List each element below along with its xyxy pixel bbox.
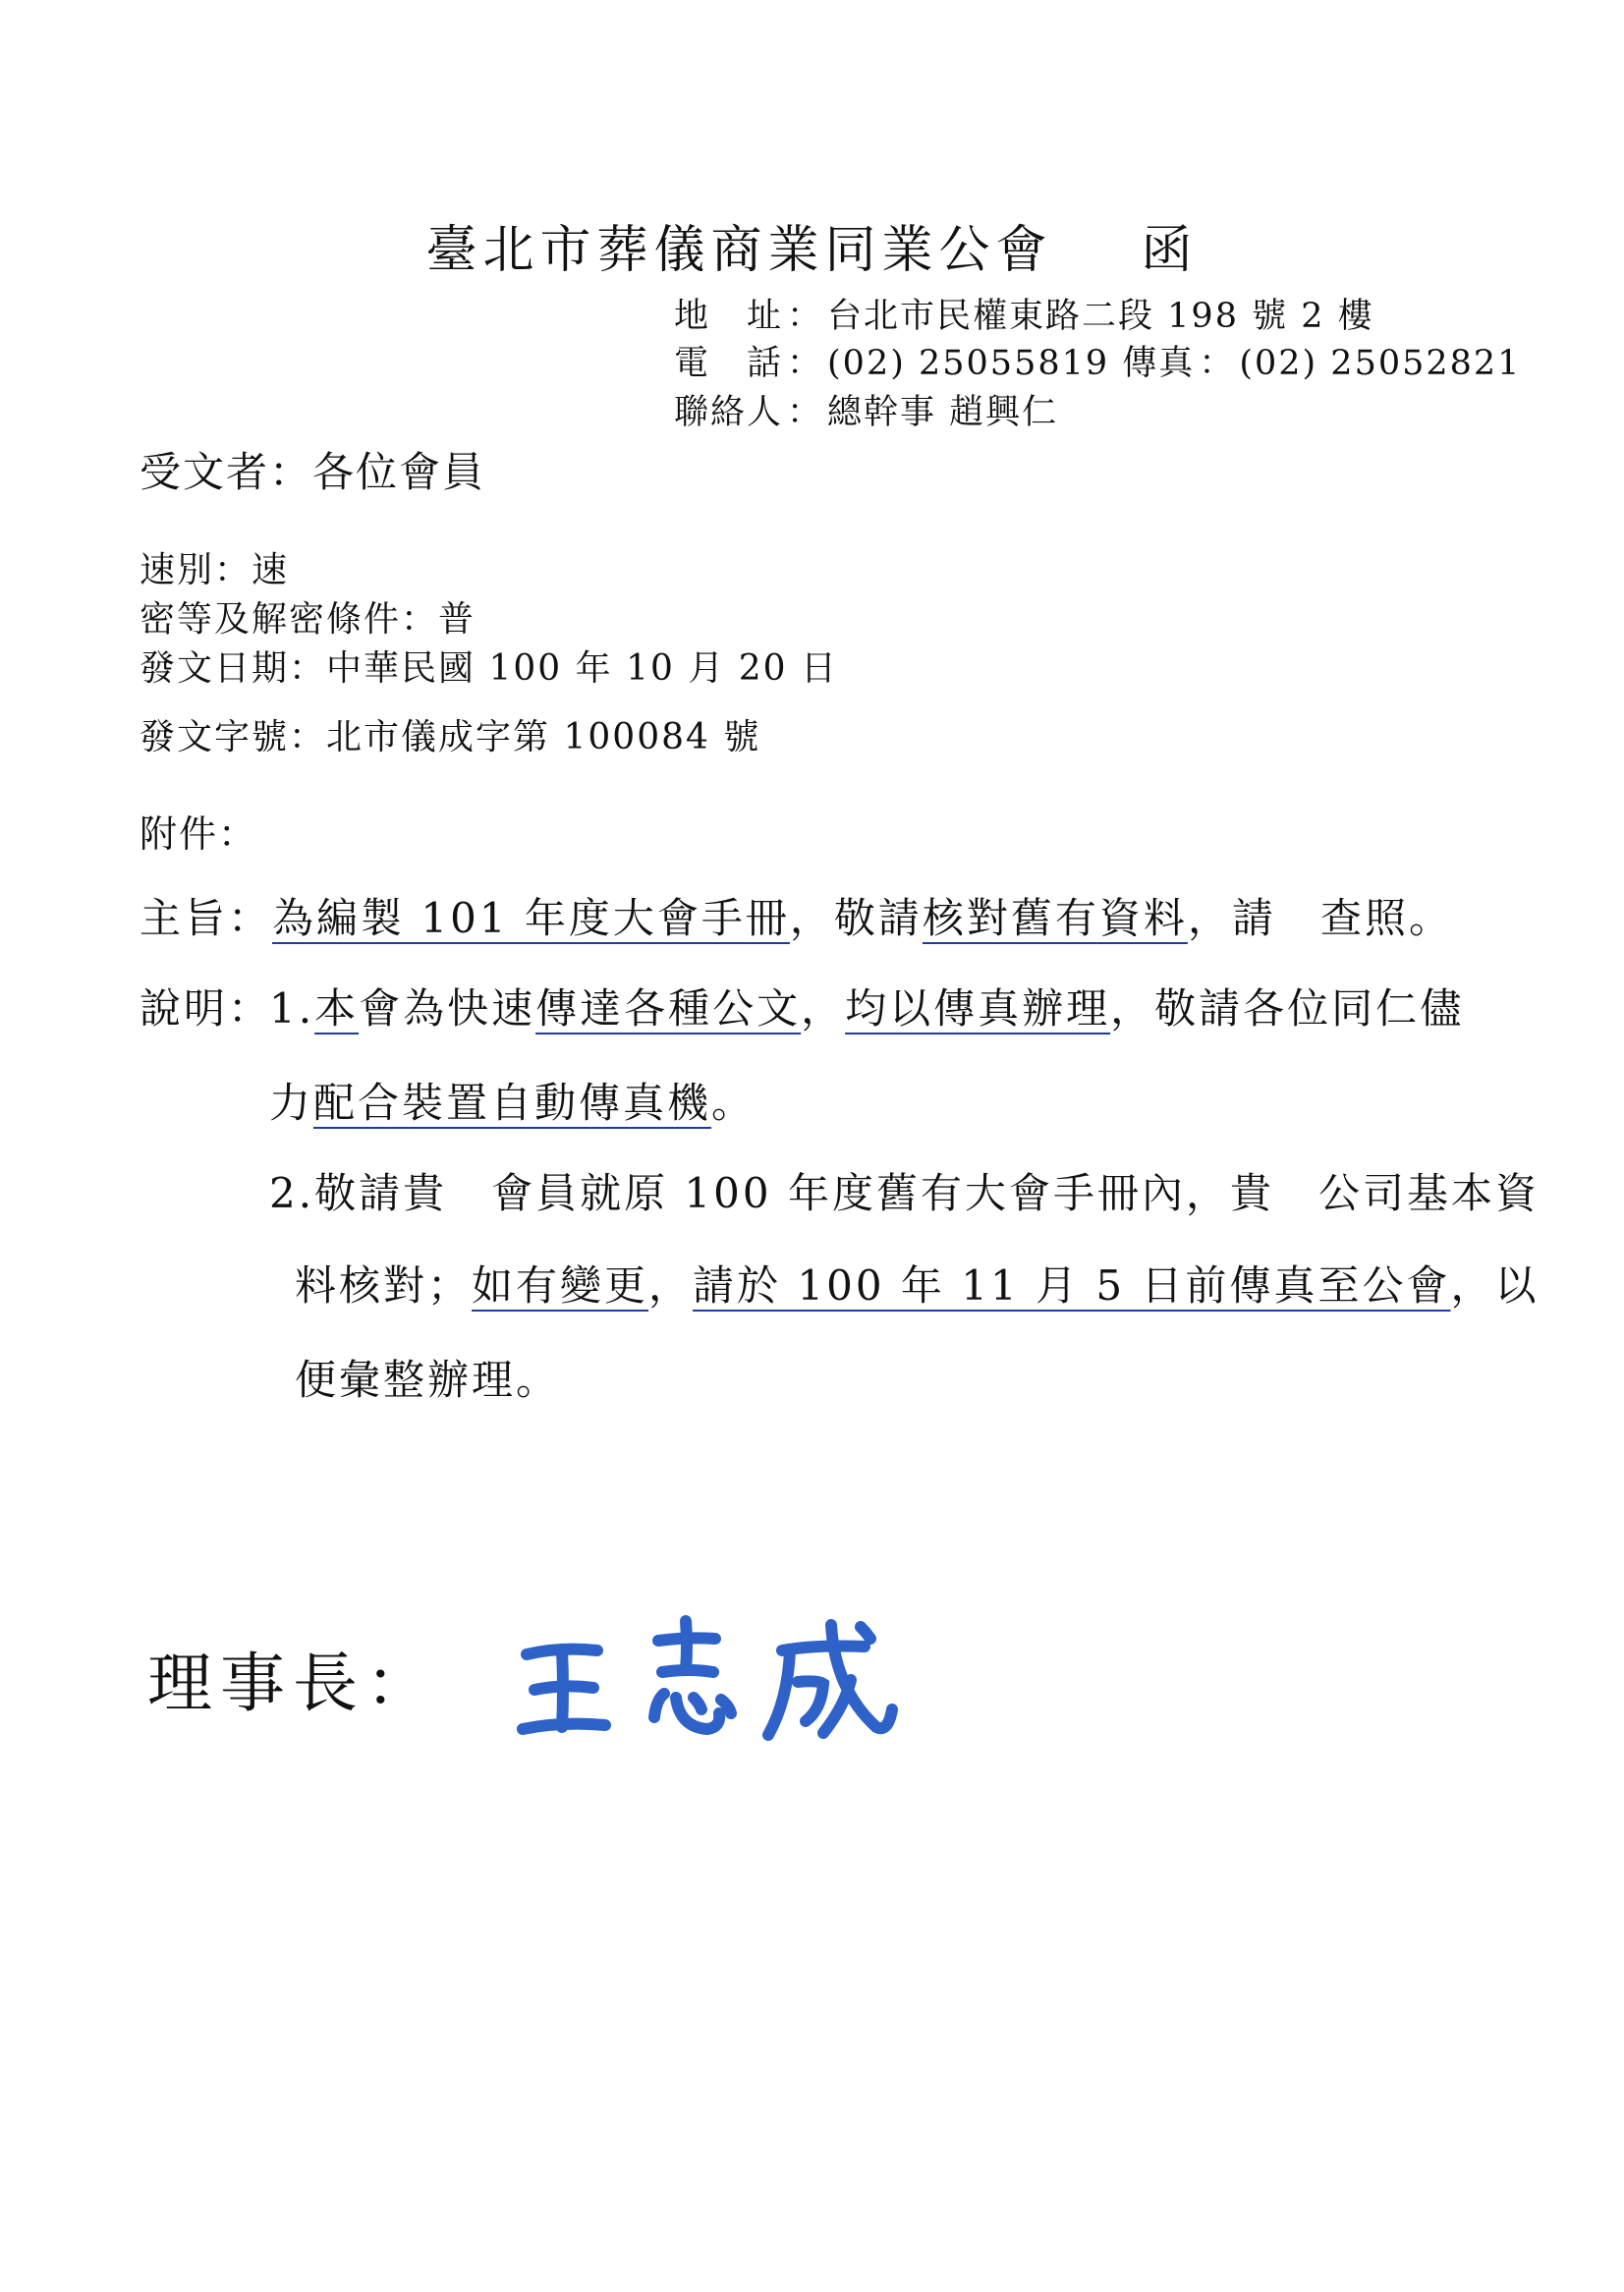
document-number-line: 發文字號：北市儀成字第 100084 號 — [140, 717, 761, 757]
letterhead-title — [0, 208, 1624, 282]
document-number-label: 發文字號 — [140, 717, 290, 757]
phone-label: 電 話 — [674, 344, 784, 383]
text-fragment: 。 — [711, 1079, 756, 1127]
explanation-item-1-line-2 — [269, 1071, 756, 1130]
speed-label: 速別 — [140, 550, 215, 590]
explanation-item-1-line-1 — [269, 977, 1464, 1035]
text-fragment: ， — [648, 1261, 694, 1310]
secrecy-line: 密等及解密條件：普 — [140, 599, 476, 640]
attachment-label: 附件 — [140, 812, 219, 856]
phone-value: (02) 25055819 — [827, 344, 1110, 383]
explanation-label-line: 說明： — [140, 984, 273, 1033]
explanation-label: 說明 — [140, 984, 229, 1033]
phone-line: 電 話 ： (02) 25055819 傳真 ： (02) 25052821 — [674, 336, 1521, 385]
text-fragment: 本 — [314, 984, 360, 1033]
secrecy-value: 普 — [438, 599, 476, 640]
text-fragment: 傳達各種公文 — [535, 984, 802, 1033]
address-label: 地 址 — [674, 297, 784, 336]
issue-date-value: 中華民國 100 年 10 月 20 日 — [326, 648, 839, 689]
subject-text-1: 為編製 101 年度大會手冊 — [272, 894, 790, 942]
text-fragment: ， — [801, 984, 846, 1033]
signature-stroke-group — [768, 1625, 892, 1735]
item-number: 1. — [269, 984, 315, 1033]
text-fragment: 配合裝置自動傳真機 — [313, 1079, 712, 1127]
issue-date-line: 發文日期：中華民國 100 年 10 月 20 日 — [140, 648, 839, 689]
secrecy-label: 密等及解密條件 — [140, 599, 402, 640]
text-fragment: 料核對； — [295, 1261, 473, 1310]
signature-stroke-group — [654, 1621, 731, 1729]
explanation-item-2-line-2 — [295, 1254, 1540, 1313]
explanation-item-2-line-3: 便彙整辦理。 — [295, 1356, 561, 1404]
recipient-line: 受文者：各位會員 — [140, 448, 486, 496]
fax-value: (02) 25052821 — [1239, 344, 1522, 383]
attachment-line: 附件： — [140, 812, 258, 856]
signature-stroke-group — [523, 1649, 605, 1729]
address-line: 地 址 ： 台北市民權東路二段 198 號 2 樓 — [674, 289, 1374, 338]
recipient-value: 各位會員 — [312, 448, 486, 496]
text-fragment: 如有變更 — [472, 1261, 649, 1310]
text-fragment: 會為快速 — [359, 984, 536, 1033]
document-kind: 函 — [1141, 221, 1199, 280]
issue-date-label: 發文日期 — [140, 648, 290, 689]
explanation-item-2-line-1: 2.敬請貴 會員就原 100 年度舊有大會手冊內，貴 公司基本資 — [269, 1169, 1540, 1217]
subject-line: 主旨：為編製 101 年度大會手冊，敬請核對舊有資料，請 查照。 — [140, 894, 1453, 942]
text-fragment: 請於 100 年 11 月 5 日前傳真至公會 — [693, 1261, 1451, 1310]
contact-label: 聯絡人 — [674, 393, 784, 432]
document-number-value: 北市儀成字第 100084 號 — [326, 717, 761, 757]
signature-title: 理事長： — [147, 1646, 438, 1721]
fax-label: 傳真 — [1122, 344, 1196, 383]
subject-text-4: ，請 查照。 — [1187, 894, 1453, 942]
text-fragment: 力 — [269, 1079, 314, 1127]
subject-text-2: ，敬請 — [789, 894, 923, 942]
speed-line: 速別：速 — [140, 550, 290, 590]
recipient-label: 受文者 — [140, 448, 270, 496]
subject-label: 主旨 — [140, 894, 229, 942]
text-fragment: ，以 — [1450, 1261, 1540, 1310]
address-value: 台北市民權東路二段 198 號 2 樓 — [827, 297, 1374, 336]
text-fragment: 均以傳真辦理 — [845, 984, 1111, 1033]
organization-name: 臺北市葬儀商業同業公會 — [425, 221, 1053, 280]
speed-value: 速 — [252, 550, 290, 590]
subject-text-3: 核對舊有資料 — [922, 894, 1188, 942]
handwritten-signature — [511, 1611, 924, 1749]
contact-value: 總幹事 趙興仁 — [827, 393, 1059, 432]
text-fragment: ，敬請各位同仁儘 — [1110, 984, 1465, 1033]
contact-line: 聯絡人 ： 總幹事 趙興仁 — [674, 385, 1058, 434]
